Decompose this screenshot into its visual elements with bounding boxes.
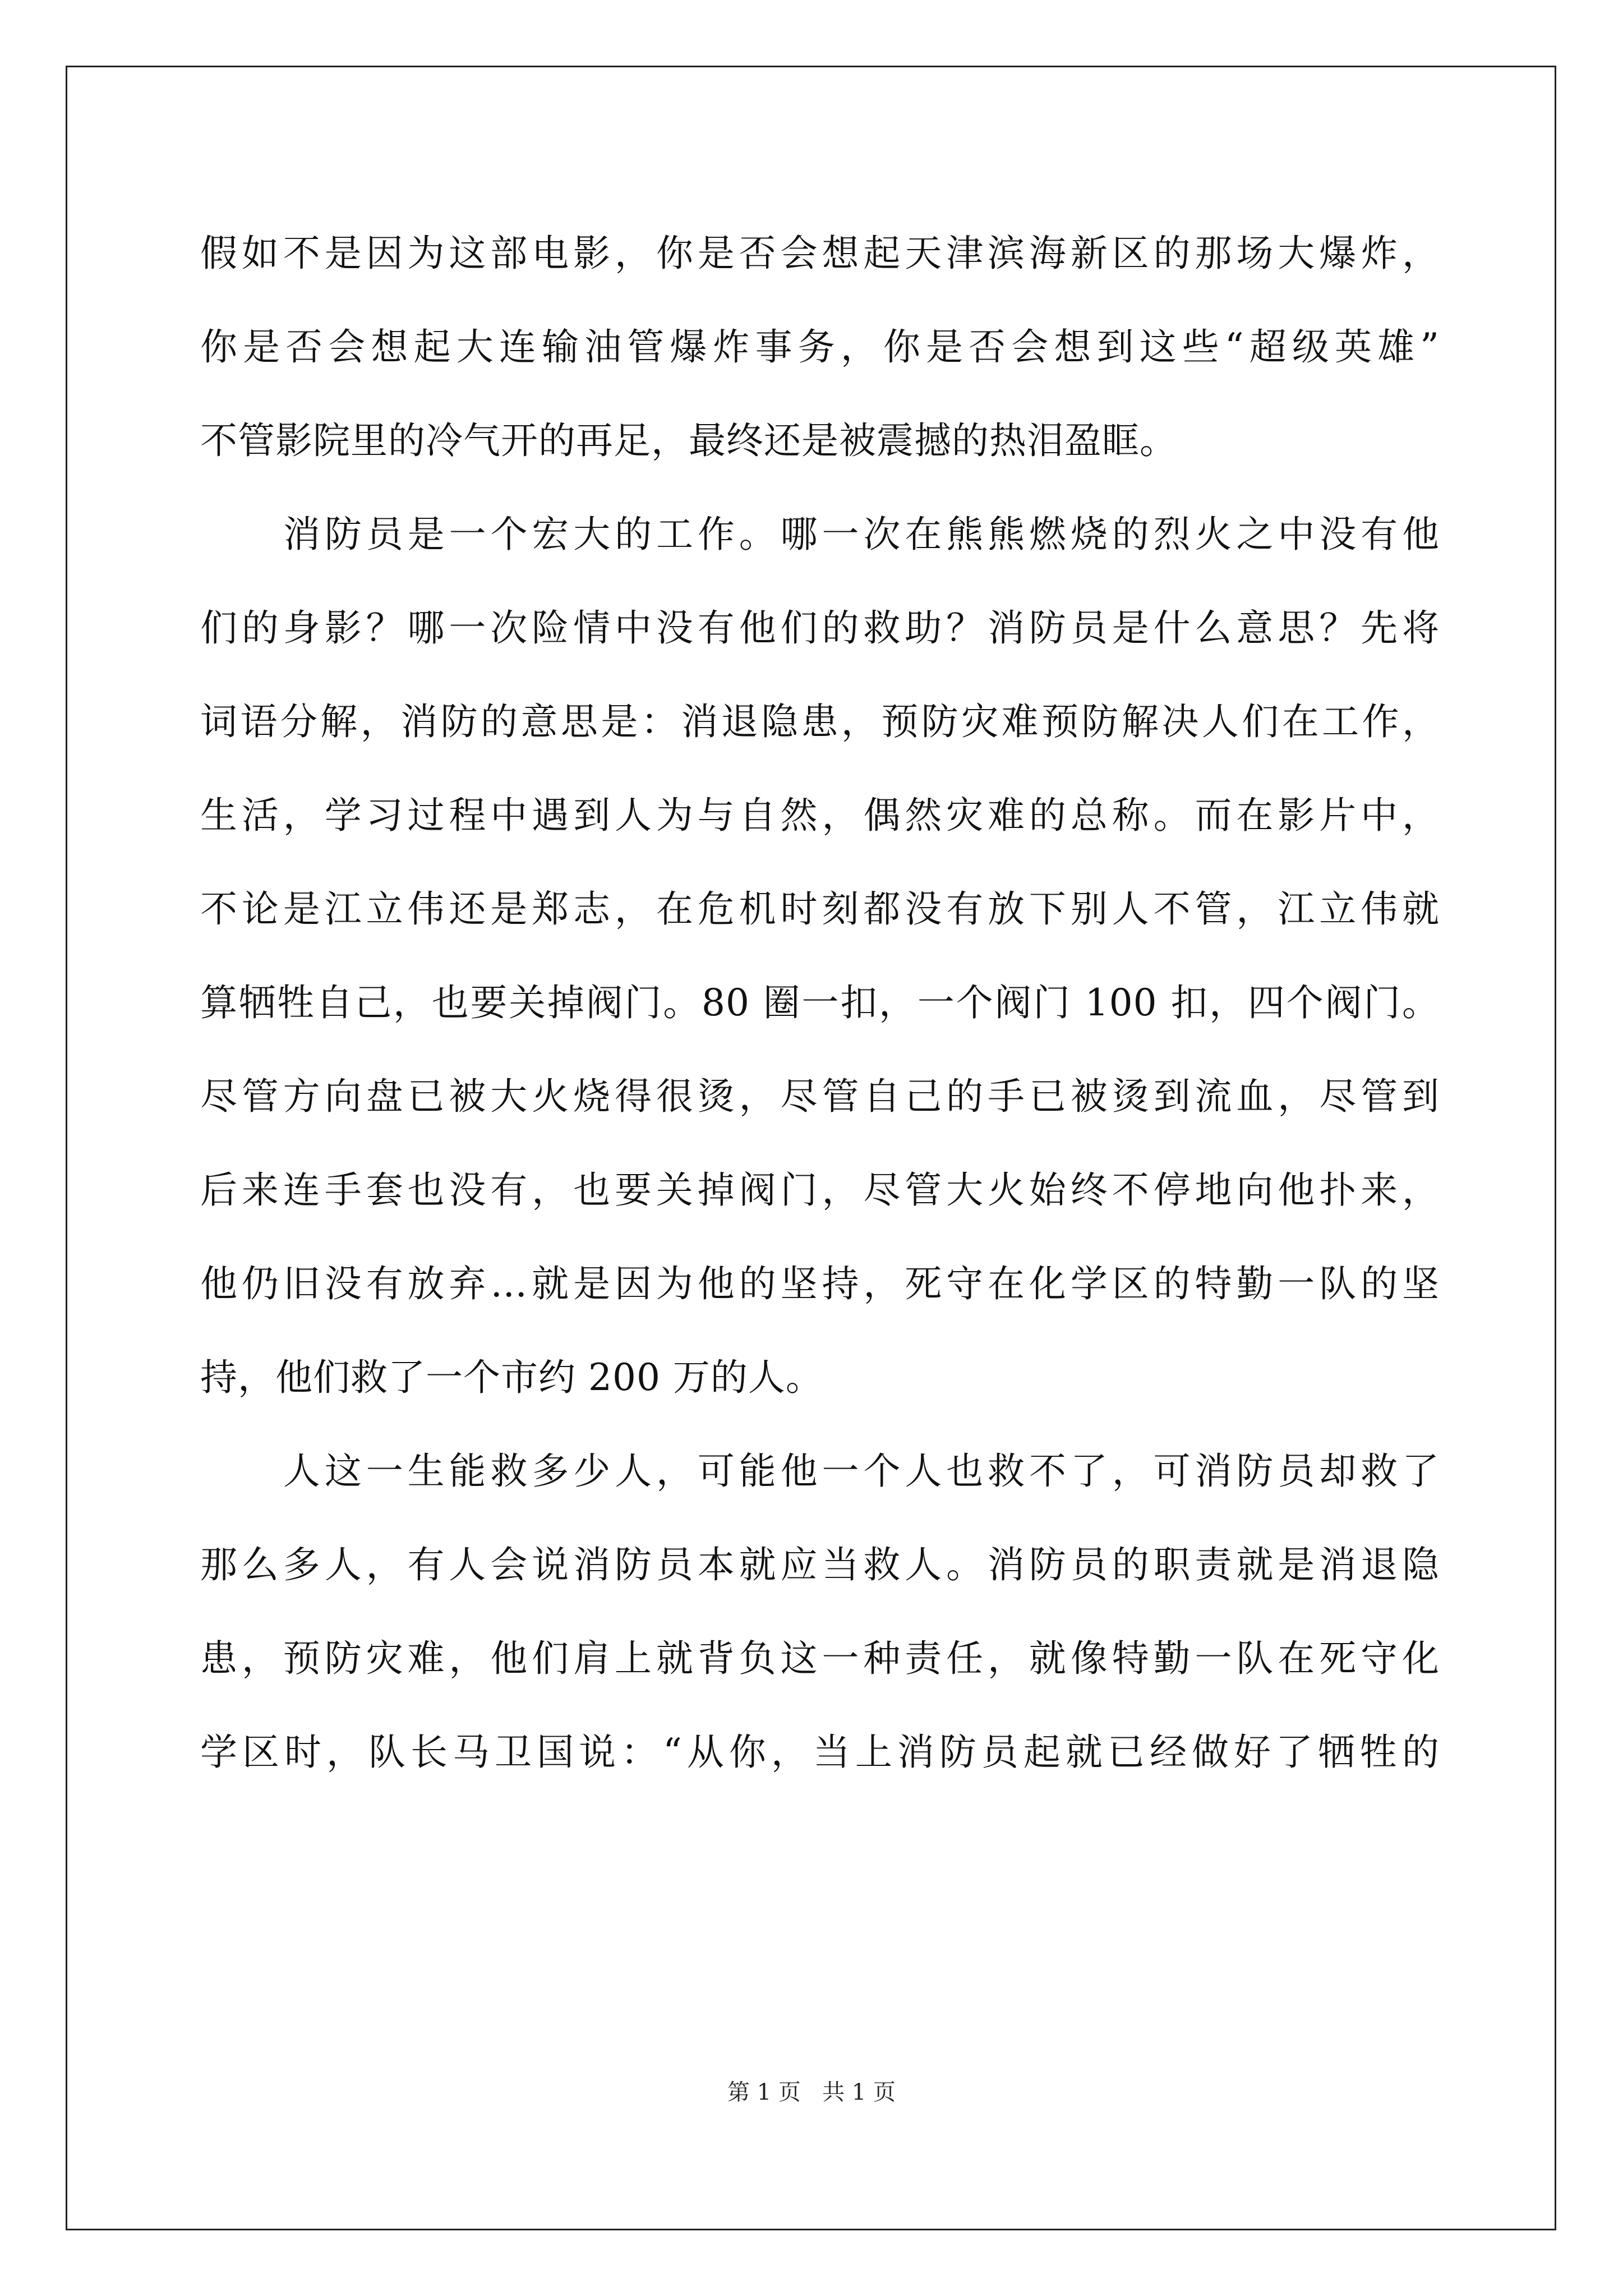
page-number-footer: 第 1 页 共 1 页 xyxy=(727,2079,896,2105)
text-line: 他仍旧没有放弃…就是因为他的坚持，死守在化学区的特勤一队的坚 xyxy=(200,1262,1440,1305)
paragraph-first-line: 人这一生能救多少人，可能他一个人也救不了，可消防员却救了 xyxy=(283,1450,1440,1493)
text-line: 尽管方向盘已被大火烧得很烫，尽管自己的手已被烫到流血，尽管到 xyxy=(200,1075,1440,1118)
text-line: 患，预防灾难，他们肩上就背负这一种责任，就像特勤一队在死守化 xyxy=(200,1637,1440,1680)
text-line: 不论是江立伟还是郑志，在危机时刻都没有放下别人不管，江立伟就 xyxy=(200,887,1440,931)
text-line: 你是否会想起大连输油管爆炸事务，你是否会想到这些“超级英雄” xyxy=(200,325,1440,369)
text-line: 那么多人，有人会说消防员本就应当救人。消防员的职责就是消退隐 xyxy=(200,1543,1440,1586)
text-line: 学区时，队长马卫国说：“从你，当上消防员起就已经做好了牺牲的 xyxy=(200,1731,1440,1774)
text-line: 假如不是因为这部电影，你是否会想起天津滨海新区的那场大爆炸， xyxy=(200,232,1440,275)
text-line: 们的身影？哪一次险情中没有他们的救助？消防员是什么意思？先将 xyxy=(200,606,1440,650)
text-line: 算牺牲自己，也要关掉阀门。80 圈一扣，一个阀门 100 扣，四个阀门。 xyxy=(200,981,1440,1024)
text-line: 生活，学习过程中遇到人为与自然，偶然灾难的总称。而在影片中， xyxy=(200,794,1440,837)
document-body xyxy=(200,206,1440,1799)
text-line: 词语分解，消防的意思是：消退隐患，预防灾难预防解决人们在工作， xyxy=(200,700,1440,743)
text-line: 不管影院里的冷气开的再足，最终还是被震撼的热泪盈眶。 xyxy=(200,419,1177,462)
text-line: 持，他们救了一个市约 200 万的人。 xyxy=(200,1356,823,1399)
paragraph-first-line: 消防员是一个宏大的工作。哪一次在熊熊燃烧的烈火之中没有他 xyxy=(283,513,1440,556)
text-line: 后来连手套也没有，也要关掉阀门，尽管大火始终不停地向他扑来， xyxy=(200,1168,1440,1212)
